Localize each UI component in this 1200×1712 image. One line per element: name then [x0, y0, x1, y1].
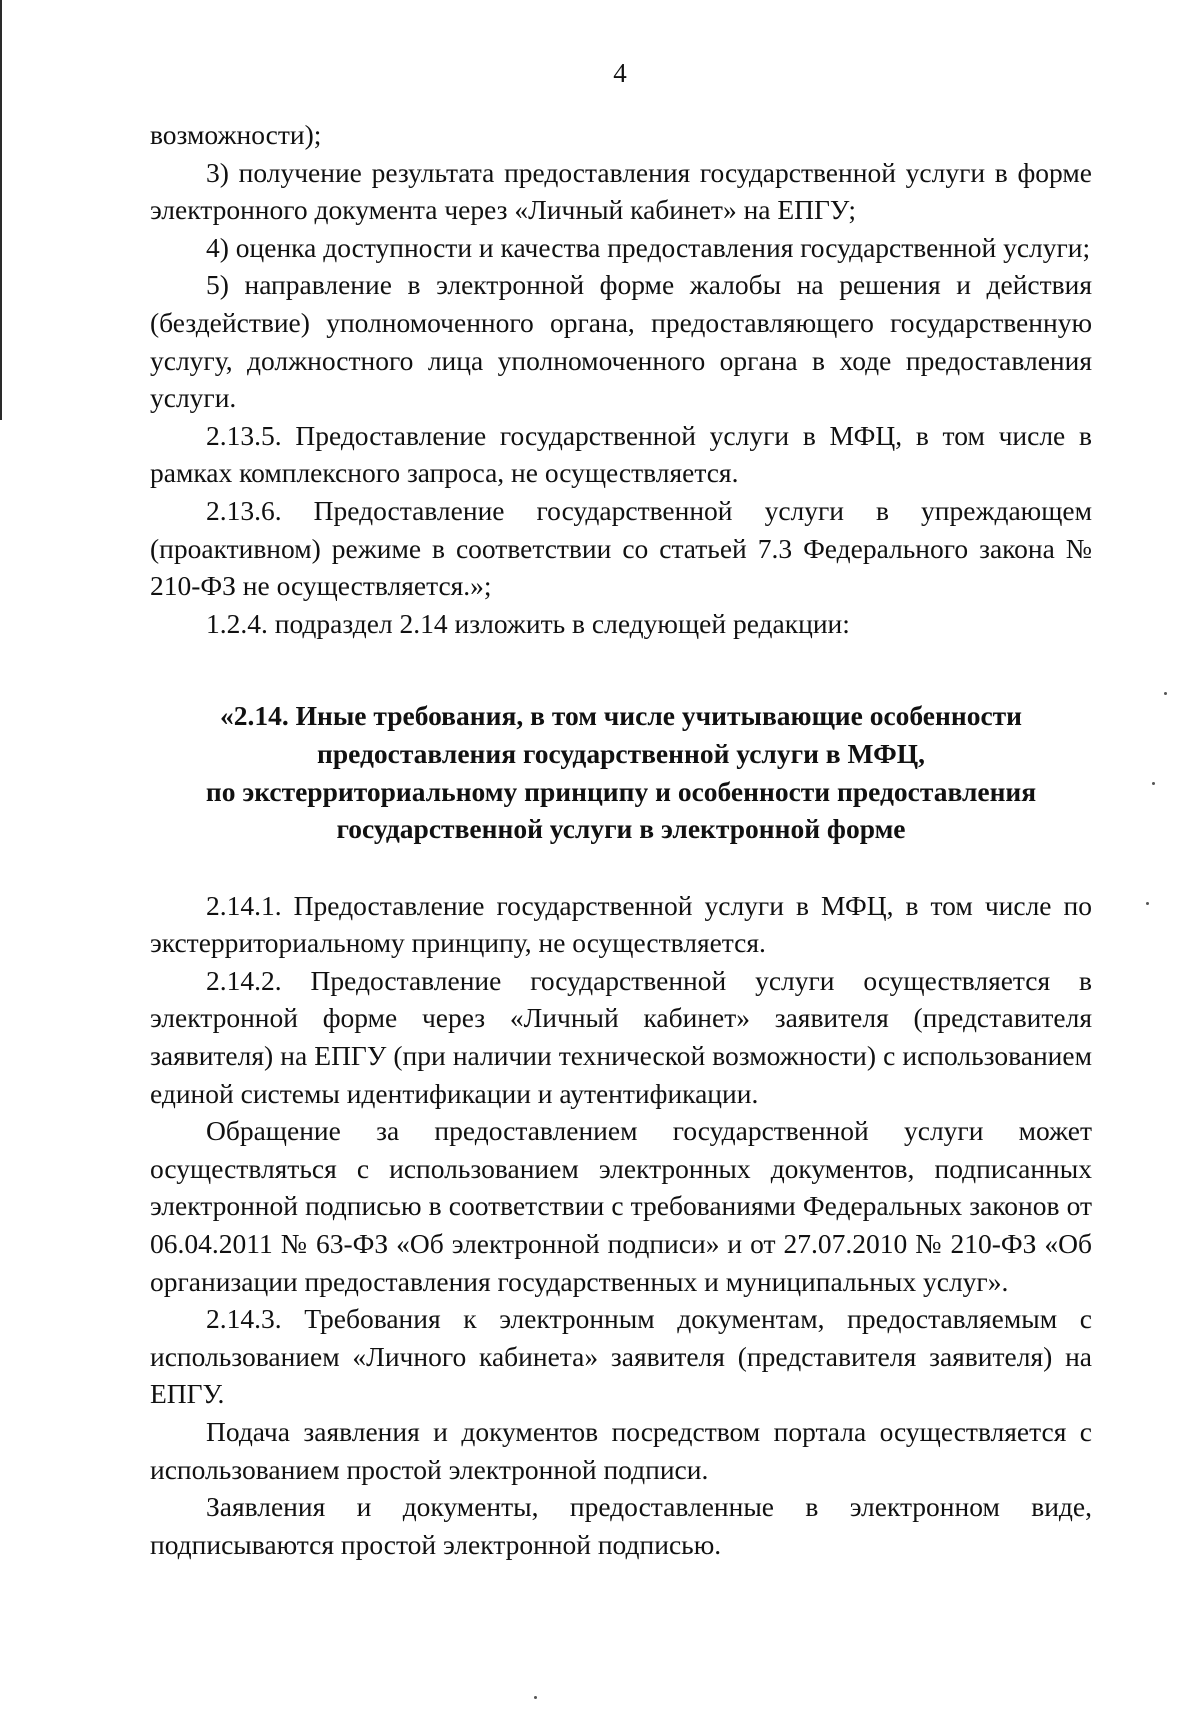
scan-speck [534, 1696, 537, 1699]
paragraph: 4) оценка доступности и качества предоставления государственной услуги; [206, 231, 1091, 263]
scan-speck [1146, 902, 1149, 905]
paragraph: 2.13.5. Предоставление государственной услуги в МФЦ, в том числе в рамках комплексного запроса, не осуществляется. [150, 419, 1092, 489]
paragraph: Обращение за предоставлением государственной услуги может осуществляться с использованием электронных документов, подписанных электронной подписью в соответствии с требованиями Федеральных законов от 06.04.2011 № 63-ФЗ «Об электронной подписи» и от 27.07.2010 № 210-ФЗ «Об организации предоставления государственных и муниципальных услуг». [150, 1115, 1092, 1297]
section-heading-line: предоставления государственной услуги в МФЦ, [316, 737, 925, 769]
section-heading-line: «2.14. Иные требования, в том числе учитывающие особенности [219, 700, 1023, 732]
paragraph: 2.14.2. Предоставление государственной услуги осуществляется в электронной форме через «Личный кабинет» заявителя (представителя заявителя) на ЕПГУ (при наличии технической возможности) с использованием единой системы идентификации и аутентификации. [150, 964, 1092, 1109]
paragraph: 2.14.1. Предоставление государственной услуги в МФЦ, в том числе по экстерриториальному принципу, не осуществляется. [150, 889, 1092, 959]
page-number: 4 [613, 58, 627, 88]
section-heading-line: государственной услуги в электронной форме [336, 813, 906, 845]
section-heading [150, 697, 1092, 847]
paragraph: Подача заявления и документов посредством портала осуществляется с использованием простой электронной подписи. [150, 1416, 1092, 1485]
paragraph: 2.13.6. Предоставление государственной услуги в упреждающем (проактивном) режиме в соответствии со статьей 7.3 Федерального закона № 210-ФЗ не осуществляется.»; [150, 494, 1092, 602]
paragraph: 5) направление в электронной форме жалобы на решения и действия (бездействие) уполномоченного органа, предоставляющего государственную услугу, должностного лица уполномоченного органа в ходе предоставления услуги. [150, 269, 1092, 414]
document-body [150, 116, 1092, 1563]
scan-speck [1152, 782, 1155, 785]
paragraph: Заявления и документы, предоставленные в электронном виде, подписываются простой электронной подписью. [150, 1491, 1092, 1560]
paragraph: 1.2.4. подраздел 2.14 изложить в следующей редакции: [206, 607, 850, 639]
paragraph: возможности); [150, 119, 322, 150]
paragraph: 3) получение результата предоставления государственной услуги в форме электронного документа через «Личный кабинет» на ЕПГУ; [150, 156, 1092, 226]
paragraph: 2.14.3. Требования к электронным документам, предоставляемым с использованием «Личного кабинета» заявителя (представителя заявителя) на ЕПГУ. [150, 1303, 1092, 1410]
section-heading-line: по экстерриториальному принципу и особенности предоставления [205, 775, 1037, 807]
scan-speck [1164, 692, 1167, 695]
